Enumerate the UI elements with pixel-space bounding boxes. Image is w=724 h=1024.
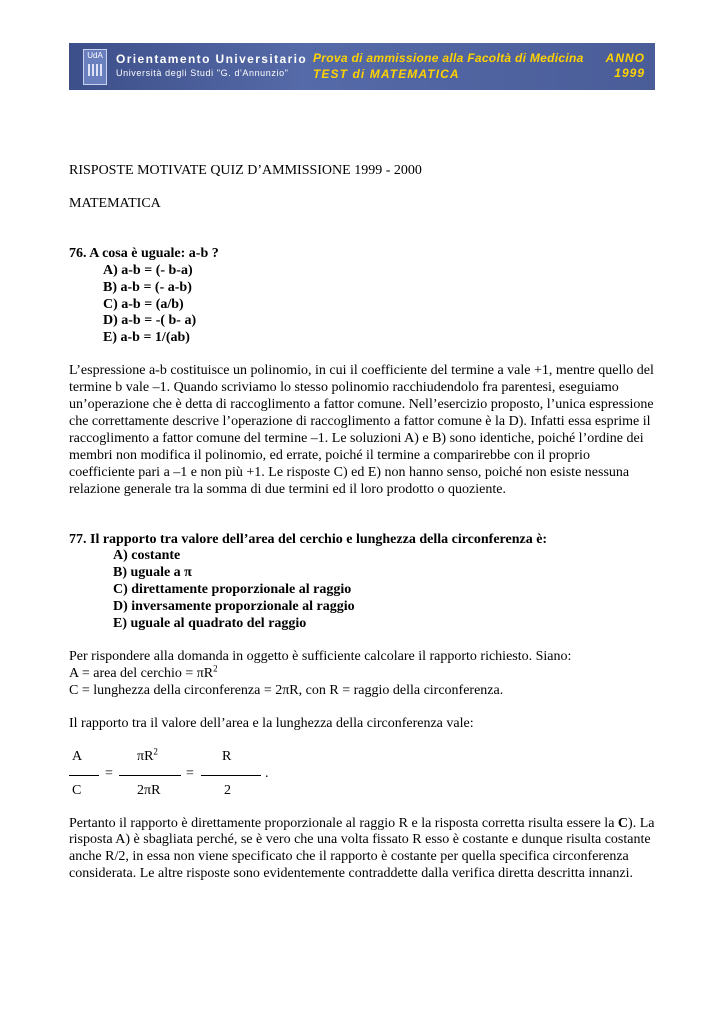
year-value: 1999: [614, 66, 645, 80]
option-e: E) uguale al quadrato del raggio: [113, 616, 307, 632]
question-76-options: [69, 263, 659, 348]
university-logo: [83, 49, 107, 85]
year-badge: [606, 51, 645, 81]
option-d: D) a-b = -( b- a): [103, 313, 197, 329]
trailing-period: .: [265, 765, 269, 781]
fraction-2-bar: [119, 775, 181, 776]
question-77-options: [69, 548, 659, 633]
fraction-2-numerator-text: πR: [137, 748, 154, 764]
question-76: 76. A cosa è uguale: a-b ?: [69, 245, 219, 261]
org-title: Orientamento Universitario: [116, 52, 308, 66]
option-a: A) costante: [113, 548, 181, 564]
option-b: B) uguale a π: [113, 565, 192, 581]
fraction-3-numerator: R: [222, 748, 232, 764]
conclusion-post: ). La risposta A) è sbagliata perché, se è vero che una volta fissato R esso è costante e dunque risulta costante anche R/2, in essa non viene specificato che il rapporto è costante per quella specifica circonferenza considerata. Le altre risposte sono evidentemente contraddette dalla verifica diretta descritta innanzi.: [69, 815, 655, 882]
equals-sign-1: =: [105, 765, 113, 781]
subject-heading: MATEMATICA: [69, 195, 161, 211]
ratio-intro: Il rapporto tra il valore dell’area e la lunghezza della circonferenza vale:: [69, 715, 474, 731]
conclusion-pre: Pertanto il rapporto è direttamente proporzionale al raggio R e la risposta corretta risulta essere la: [69, 815, 618, 831]
option-c: C) direttamente proporzionale al raggio: [113, 582, 352, 598]
logo-columns-icon: [88, 64, 102, 76]
question-77: 77. Il rapporto tra valore dell’area del cerchio e lunghezza della circonferenza è:: [69, 531, 548, 547]
fraction-lines: [69, 766, 659, 783]
org-subtitle: Università degli Studi "G. d'Annunzio": [116, 68, 289, 78]
question-77-intro: Per rispondere alla domanda in oggetto è sufficiente calcolare il rapporto richiesto. Siano:: [69, 648, 572, 664]
document-title: RISPOSTE MOTIVATE QUIZ D’AMMISSIONE 1999 - 2000: [69, 163, 422, 178]
fraction-denominators: [69, 783, 659, 800]
year-label: ANNO: [605, 51, 645, 65]
fraction-3-bar: [201, 775, 261, 776]
option-e: E) a-b = 1/(ab): [103, 330, 190, 346]
question-77-conclusion: [69, 816, 659, 884]
definition-circumference: C = lunghezza della circonferenza = 2πR, con R = raggio della circonferenza.: [69, 682, 504, 698]
question-76-explanation: L’espressione a-b costituisce un polinomio, in cui il coefficiente del termine a vale +1, mentre quello del termine b vale –1. Quando scriviamo lo stesso polinomio racchiudendolo fra parentesi, eseguiamo un’operazione che è detta di raccoglimento a fattor comune. Nell’esercizio proposto, l’unica espressione che correttamente descrive l’operazione di raccoglimento a fattor comune è la D). Infatti essa esprime il raccoglimento a fattor comune del termine –1. Le soluzioni A) e B) sono identiche, poiché l’ordine dei membri non modifica il polinomio, ed errate, poiché il termine a comparirebbe con il proprio coefficiente pari a –1 e non più +1. Le risposte C) ed E) non hanno senso, poiché non esiste nessuna relazione generale tra la somma di due termini ed il loro prodotto o quoziente.: [69, 363, 654, 497]
fraction-2-denominator: 2πR: [137, 782, 161, 798]
fraction-2-numerator: [137, 745, 158, 766]
definition-area-text: A = area del cerchio = πR: [69, 665, 214, 681]
fraction-2-numerator-exponent: 2: [153, 745, 158, 756]
fraction-numerators: [69, 745, 659, 766]
fraction-1-numerator: A: [72, 748, 83, 764]
definition-area-exponent: 2: [213, 663, 218, 674]
fraction-1-bar: [69, 775, 99, 776]
definition-area: [69, 663, 659, 683]
fraction-3-denominator: 2: [224, 782, 231, 798]
fraction-1-denominator: C: [72, 782, 82, 798]
option-a: A) a-b = (- b-a): [103, 262, 193, 278]
option-b: B) a-b = (- a-b): [103, 279, 192, 295]
option-d: D) inversamente proporzionale al raggio: [113, 599, 355, 615]
exam-subtitle: TEST di MATEMATICA: [313, 67, 460, 81]
header-banner: [69, 43, 655, 90]
correct-answer: C: [617, 815, 629, 831]
document-body: [69, 163, 659, 883]
exam-title: Prova di ammissione alla Facoltà di Medicina: [313, 51, 584, 65]
logo-text: UdA: [87, 51, 103, 60]
equals-sign-2: =: [186, 765, 194, 781]
option-c: C) a-b = (a/b): [103, 296, 184, 312]
